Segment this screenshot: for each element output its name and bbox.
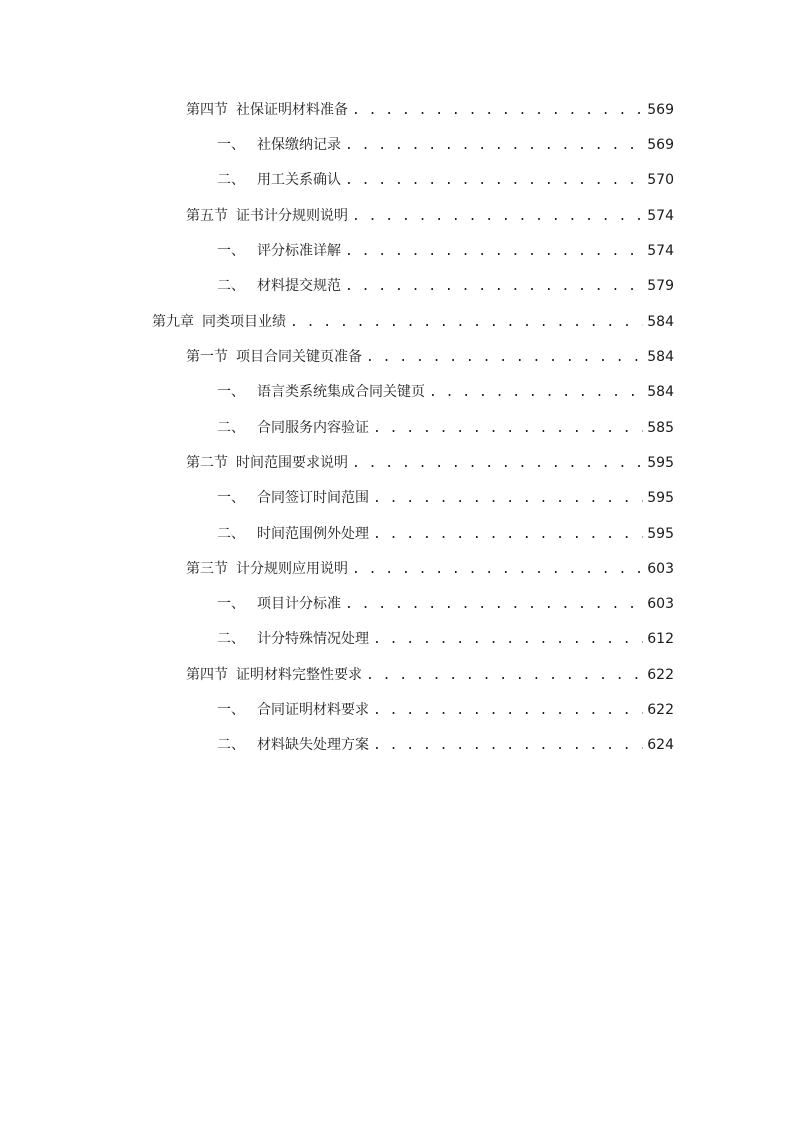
toc-entry[interactable] bbox=[186, 552, 674, 587]
toc-dot-leader bbox=[352, 199, 643, 234]
toc-entry-page-number: 595 bbox=[647, 455, 674, 471]
toc-dot-leader bbox=[352, 446, 643, 481]
toc-entry-title: 证明材料完整性要求 bbox=[236, 667, 362, 683]
toc-entry-page-number: 584 bbox=[647, 384, 674, 400]
toc-entry[interactable] bbox=[217, 622, 674, 657]
toc-entry-page-number: 584 bbox=[647, 314, 674, 330]
toc-entry-page-number: 574 bbox=[647, 243, 674, 259]
toc-entry[interactable] bbox=[186, 93, 674, 128]
toc-entry-title: 计分特殊情况处理 bbox=[257, 631, 369, 647]
toc-entry[interactable] bbox=[217, 234, 674, 269]
toc-entry-number: 二、 bbox=[217, 278, 245, 294]
toc-dot-leader bbox=[373, 728, 643, 763]
toc-entry[interactable] bbox=[217, 481, 674, 516]
toc-entry-title: 社保缴纳记录 bbox=[257, 137, 341, 153]
toc-entry-number: 第二节 bbox=[186, 455, 228, 471]
toc-entry-page-number: 584 bbox=[647, 349, 674, 365]
toc-dot-leader bbox=[345, 128, 643, 163]
toc-entry-title: 用工关系确认 bbox=[257, 172, 341, 188]
toc-entry-page-number: 579 bbox=[647, 278, 674, 294]
toc-entry[interactable] bbox=[186, 340, 674, 375]
toc-dot-leader bbox=[366, 658, 643, 693]
toc-entry-page-number: 569 bbox=[647, 137, 674, 153]
toc-entry[interactable] bbox=[217, 693, 674, 728]
toc-entry-number: 二、 bbox=[217, 420, 245, 436]
toc-entry[interactable] bbox=[217, 375, 674, 410]
toc-dot-leader bbox=[345, 269, 643, 304]
toc-entry-title: 证书计分规则说明 bbox=[236, 208, 348, 224]
toc-entry[interactable] bbox=[217, 411, 674, 446]
toc-entry-title: 社保证明材料准备 bbox=[236, 102, 348, 118]
toc-dot-leader bbox=[352, 93, 643, 128]
toc-dot-leader bbox=[429, 375, 643, 410]
toc-dot-leader bbox=[366, 340, 643, 375]
toc-entry-number: 二、 bbox=[217, 526, 245, 542]
toc-entry-number: 二、 bbox=[217, 631, 245, 647]
toc-entry-number: 一、 bbox=[217, 596, 245, 612]
toc-entry-page-number: 574 bbox=[647, 208, 674, 224]
toc-entry[interactable] bbox=[217, 517, 674, 552]
toc-entry[interactable] bbox=[186, 199, 674, 234]
toc-entry-page-number: 569 bbox=[647, 102, 674, 118]
toc-entry-page-number: 603 bbox=[647, 561, 674, 577]
toc-entry-page-number: 624 bbox=[647, 737, 674, 753]
toc-entry-title: 合同签订时间范围 bbox=[257, 490, 369, 506]
toc-dot-leader bbox=[373, 411, 643, 446]
toc-entry[interactable] bbox=[152, 305, 674, 340]
toc-entry-number: 第五节 bbox=[186, 208, 228, 224]
toc-entry-page-number: 570 bbox=[647, 172, 674, 188]
toc-entry-title: 项目计分标准 bbox=[257, 596, 341, 612]
toc-entry[interactable] bbox=[217, 587, 674, 622]
toc-entry-title: 合同证明材料要求 bbox=[257, 702, 369, 718]
toc-entry-number: 第四节 bbox=[186, 102, 228, 118]
toc-dot-leader bbox=[373, 517, 643, 552]
toc-entry-number: 第四节 bbox=[186, 667, 228, 683]
toc-entry[interactable] bbox=[217, 728, 674, 763]
toc-entry-title: 材料缺失处理方案 bbox=[257, 737, 369, 753]
toc-dot-leader bbox=[345, 234, 643, 269]
toc-entry-title: 时间范围例外处理 bbox=[257, 526, 369, 542]
toc-entry-page-number: 603 bbox=[647, 596, 674, 612]
toc-dot-leader bbox=[373, 481, 643, 516]
toc-entry-number: 第一节 bbox=[186, 349, 228, 365]
toc-entry-title: 项目合同关键页准备 bbox=[236, 349, 362, 365]
toc-entry-page-number: 585 bbox=[647, 420, 674, 436]
toc-entry-page-number: 622 bbox=[647, 667, 674, 683]
toc-entry-title: 评分标准详解 bbox=[257, 243, 341, 259]
toc-entry-page-number: 595 bbox=[647, 490, 674, 506]
toc-entry[interactable] bbox=[217, 128, 674, 163]
toc-entry-title: 时间范围要求说明 bbox=[236, 455, 348, 471]
toc-dot-leader bbox=[352, 552, 643, 587]
toc-entry-number: 二、 bbox=[217, 737, 245, 753]
toc-entry-title: 同类项目业绩 bbox=[202, 314, 286, 330]
toc-entry[interactable] bbox=[186, 446, 674, 481]
toc-entry-title: 语言类系统集成合同关键页 bbox=[257, 384, 425, 400]
toc-entry-number: 一、 bbox=[217, 490, 245, 506]
toc-dot-leader bbox=[373, 693, 643, 728]
toc-entry[interactable] bbox=[217, 163, 674, 198]
toc-entry-number: 一、 bbox=[217, 702, 245, 718]
toc-dot-leader bbox=[373, 622, 643, 657]
toc-entry-title: 合同服务内容验证 bbox=[257, 420, 369, 436]
toc-entry-number: 一、 bbox=[217, 137, 245, 153]
toc-entry-page-number: 612 bbox=[647, 631, 674, 647]
toc-entry-number: 一、 bbox=[217, 243, 245, 259]
toc-dot-leader bbox=[345, 163, 643, 198]
toc-entry[interactable] bbox=[217, 269, 674, 304]
toc-entry-number: 第三节 bbox=[186, 561, 228, 577]
toc-entry-title: 计分规则应用说明 bbox=[236, 561, 348, 577]
toc-entry-number: 第九章 bbox=[152, 314, 194, 330]
toc-entry-number: 二、 bbox=[217, 172, 245, 188]
toc-entry-title: 材料提交规范 bbox=[257, 278, 341, 294]
toc-entry[interactable] bbox=[186, 658, 674, 693]
toc-entry-page-number: 595 bbox=[647, 526, 674, 542]
toc-entry-page-number: 622 bbox=[647, 702, 674, 718]
toc-dot-leader bbox=[290, 305, 643, 340]
toc-dot-leader bbox=[345, 587, 643, 622]
toc-entry-number: 一、 bbox=[217, 384, 245, 400]
